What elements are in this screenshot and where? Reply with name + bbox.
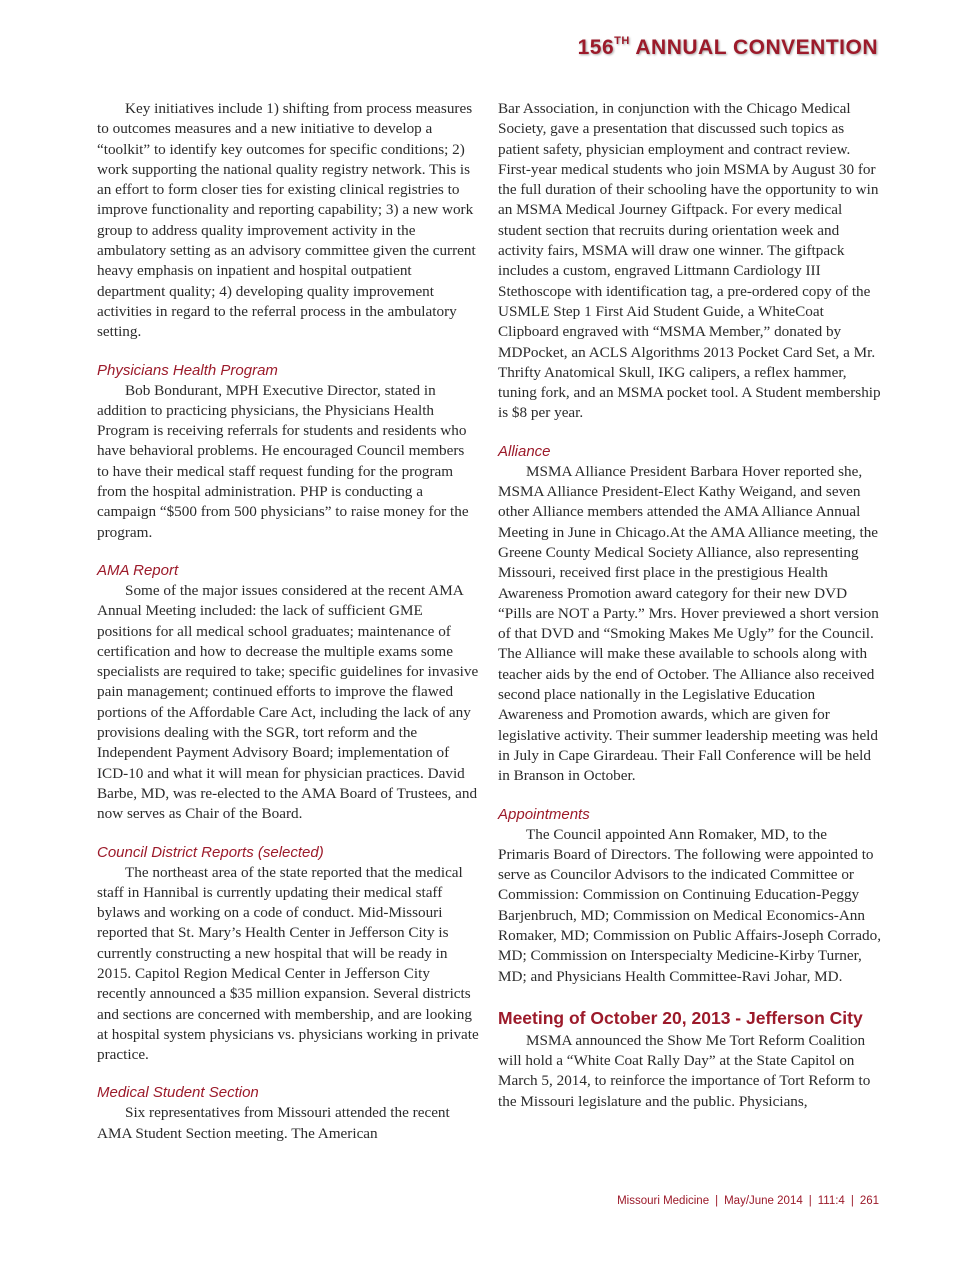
footer-separator: | <box>808 1195 812 1207</box>
header-title-rest: ANNUAL CONVENTION <box>629 36 878 59</box>
medical-student-body: Six representatives from Missouri attended the recent AMA Student Section meeting. The American <box>97 1104 450 1142</box>
meeting-heading: Meeting of October 20, 2013 - Jefferson City <box>498 1007 863 1028</box>
physicians-health-body: Bob Bondurant, MPH Executive Director, stated in addition to practicing physicians, the Physicians Health Program is receiving referrals for students and residents who have behavioral problems. He encouraged Council members to have their medical staff request funding for the program from the hospital administration. PHP is conducting a campaign “$500 from 500 physicians” to raise money for the program. <box>97 381 469 541</box>
meeting-body: MSMA announced the Show Me Tort Reform Coalition will hold a “White Coat Rally Day” at the State Capitol on March 5, 2014, to reinforce the importance of Tort Reform to the Missouri legislature and the public. Physicians, <box>498 1031 871 1110</box>
right-column <box>498 99 882 1112</box>
left-column <box>97 99 479 1144</box>
appointments-heading: Appointments <box>498 805 590 823</box>
page-footer <box>614 1195 882 1207</box>
council-district-body: The northeast area of the state reported that the medical staff in Hannibal is currently updating their medical staff bylaws and working on a code of conduct. Mid-Missouri reported that St. Mary’s Health Center in Jefferson City is currently constructing a new hospital that will be ready in 2015. Capitol Region Medical Center in Jefferson City recently announced a $35 million expansion. Several districts and sections are concerned with membership, and are looking at hospital system physicians vs. physicians working in private practice. <box>97 863 479 1064</box>
footer-separator: | <box>850 1195 854 1207</box>
footer-volume: 111:4 <box>817 1195 845 1207</box>
alliance-body: MSMA Alliance President Barbara Hover reported she, MSMA Alliance President-Elect Kathy Weigand, and seven other Alliance members attended the AMA Alliance Annual Meeting in June in Chicago.At the AMA Alliance meeting, the Greene County Medical Society Alliance, also representing Missouri, received first place in the prestigious Health Awareness Promotion award category for their new DVD “Pills are NOT a Party.” Mrs. Hover previewed a short version of that DVD and “Smoking Makes Me Ugly” for the Council. The Alliance will make these available to schools along with teacher aids by the end of October. The Alliance also received second place nationally in the Legislative Education Awareness and Promotion awards, which are given for legislative activity. Their summer leadership meeting was held in July in Cape Girardeau. Their Fall Conference will be held in Branson in October. <box>498 462 879 785</box>
footer-separator: | <box>715 1195 719 1207</box>
council-district-heading: Council District Reports (selected) <box>97 843 324 861</box>
medical-student-continuation: Bar Association, in conjunction with the Chicago Medical Society, gave a presentation that discussed such topics as patient safety, physician employment and contract review. First-year medical students who join MSMA by August 30 for the full duration of their schooling have the opportunity to win an MSMA Medical Journey Giftpack. For every medical student section that recruits during orientation week and activity fairs, MSMA will draw one winner. The giftpack includes a custom, engraved Littmann Cardiology III Stethoscope with identification tag, a pre-ordered copy of the USMLE Step 1 First Aid Student Guide, a WhiteCoat Clipboard engraved with “MSMA Member,” donated by MDPocket, an ACLS Algorithms 2013 Pocket Card Set, a Mr. Thrifty Anatomical Skull, IKG calipers, a reflex hammer, tuning fork, and an MSMA pocket tool. A Student membership is $8 per year. <box>498 100 881 422</box>
intro-paragraph: Key initiatives include 1) shifting from process measures to outcomes measures and a new initiative to develop a “toolkit” to identify key outcomes for specific conditions; 2) work supporting the national quality registry network. This is an effort to form closer ties for existing clinical registries to improve functionality and reporting capability; 3) a new work group to address quality improvement activity in the ambulatory setting as an advisory committee given the current heavy emphasis on inpatient and hospital outpatient department quality; 4) developing quality improvement activities in regard to the referral process in the ambulatory setting. <box>97 100 476 341</box>
footer-journal: Missouri Medicine <box>617 1195 710 1207</box>
ama-report-body: Some of the major issues considered at the recent AMA Annual Meeting included: the lack of sufficient GME positions for all medical school graduates; maintenance of certification and how to decrease the multiple exams some specialists are required to take; specific guidelines for invasive pain management; continued efforts to improve the flawed portions of the Affordable Care Act, including the lack of any provisions dealing with the SGR, tort reform and the Independent Payment Advisory Board; implementation of ICD-10 and what it will mean for physician practices. David Barbe, MD, was re-elected to the AMA Board of Trustees, and now serves as Chair of the Board. <box>97 581 479 823</box>
header-number: 156 <box>577 36 615 59</box>
footer-issue: May/June 2014 <box>724 1195 803 1207</box>
alliance-heading: Alliance <box>498 442 551 460</box>
header-superscript: TH <box>614 35 630 47</box>
physicians-health-heading: Physicians Health Program <box>97 361 278 379</box>
appointments-body: The Council appointed Ann Romaker, MD, to the Primaris Board of Directors. The following were appointed to serve as Councilor Advisors to the indicated Committee or Commission: Commission on Continuing Education-Peggy Barjenbruch, MD; Commission on Medical Economics-Ann Romaker, MD; Commission on Public Affairs-Joseph Corrado, MD; Commission on Interspecialty Medicine-Kirby Turner, MD; and Physicians Health Committee-Ravi Johar, MD. <box>498 825 881 985</box>
ama-report-heading: AMA Report <box>97 561 179 579</box>
footer-page-number: 261 <box>859 1195 879 1207</box>
medical-student-heading: Medical Student Section <box>97 1084 259 1102</box>
convention-header <box>578 36 878 60</box>
